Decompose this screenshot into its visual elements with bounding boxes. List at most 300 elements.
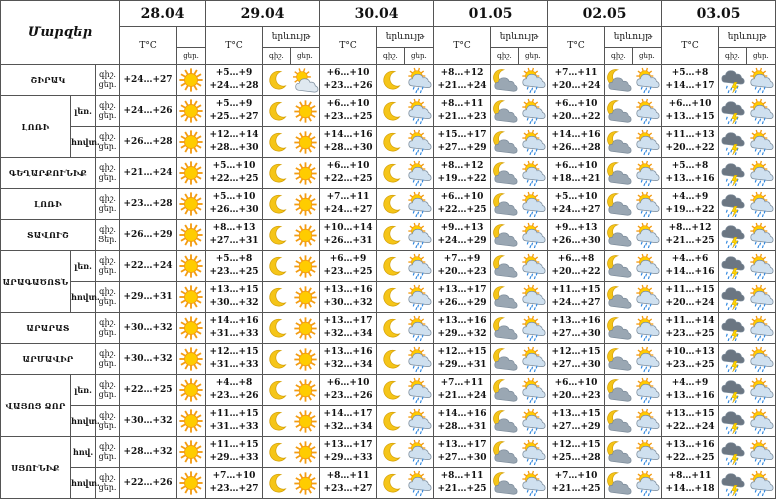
moon-cloud-icon bbox=[607, 192, 632, 217]
temperature-cell bbox=[548, 282, 605, 313]
sun-rain-icon bbox=[635, 68, 660, 93]
day-temp: +24…+27 bbox=[551, 205, 601, 215]
day-temp: +23…+26 bbox=[323, 391, 373, 401]
phenomenon-cell bbox=[719, 96, 776, 127]
date-header: 29.04 bbox=[206, 1, 320, 27]
temperature-cell bbox=[320, 189, 377, 220]
phenomenon-cell bbox=[377, 344, 434, 375]
day-temp: +23…+25 bbox=[323, 267, 373, 277]
night-temp: +13…+15 bbox=[551, 409, 601, 419]
night-temp: +6…+10 bbox=[668, 99, 712, 109]
day-temp: +19…+22 bbox=[665, 205, 715, 215]
sun-rain-icon bbox=[521, 409, 546, 434]
day-temp: +27…+29 bbox=[437, 143, 487, 153]
night-label: գիշ. bbox=[99, 225, 116, 234]
moon-cloud-icon bbox=[607, 223, 632, 248]
sun-rain-icon bbox=[407, 192, 432, 217]
day-label: ցեր. bbox=[411, 51, 427, 60]
day-label: ցեր. bbox=[525, 51, 541, 60]
date-header: 03.05 bbox=[662, 1, 776, 27]
day-temp: +26…+31 bbox=[323, 236, 373, 246]
phenomenon-cell bbox=[177, 375, 206, 406]
subregion-name: հովտ. bbox=[71, 282, 96, 313]
phenomenon-cell bbox=[491, 313, 548, 344]
day-temp: +26…+29 bbox=[123, 229, 173, 240]
phenomenon-cell bbox=[605, 375, 662, 406]
moon-cloud-icon bbox=[493, 223, 518, 248]
moon-cloud-icon bbox=[607, 440, 632, 465]
storm-icon bbox=[721, 223, 746, 248]
sun-rain-icon bbox=[635, 192, 660, 217]
temperature-cell bbox=[548, 468, 605, 499]
storm-icon bbox=[721, 99, 746, 124]
night-temp: +6…+10 bbox=[554, 378, 598, 388]
storm-icon bbox=[721, 316, 746, 341]
day-temp: +28…+31 bbox=[437, 422, 487, 432]
phenomenon-cell bbox=[491, 406, 548, 437]
day-temp: +22…+24 bbox=[123, 260, 173, 271]
temperature-cell bbox=[206, 437, 263, 468]
night-temp: +11…+14 bbox=[665, 316, 715, 326]
day-label: ցեր. bbox=[98, 80, 117, 89]
day-temp: +21…+24 bbox=[437, 81, 487, 91]
moon-icon bbox=[265, 285, 290, 310]
moon-icon bbox=[379, 409, 404, 434]
night-temp: +6…+10 bbox=[326, 68, 370, 78]
phenomenon-header: երևույթ bbox=[491, 27, 548, 48]
phenomenon-cell bbox=[605, 127, 662, 158]
day-temp: +14…+18 bbox=[665, 484, 715, 494]
temperature-cell bbox=[662, 96, 719, 127]
moon-cloud-icon bbox=[493, 130, 518, 155]
night-temp: +6…+10 bbox=[554, 161, 598, 171]
table-row bbox=[1, 313, 776, 344]
subregion-name: հովտ. bbox=[71, 127, 96, 158]
day-temp: +26…+28 bbox=[551, 143, 601, 153]
day-temp: +32…+34 bbox=[323, 422, 373, 432]
temperature-cell bbox=[120, 251, 177, 282]
sun-icon bbox=[293, 316, 318, 341]
sun-rain-icon bbox=[749, 130, 774, 155]
sun-rain-icon bbox=[407, 378, 432, 403]
day-temp: +23…+25 bbox=[209, 267, 259, 277]
sun-rain-icon bbox=[407, 471, 432, 496]
temperature-cell bbox=[434, 344, 491, 375]
moon-cloud-icon bbox=[607, 316, 632, 341]
temperature-cell bbox=[206, 282, 263, 313]
temperature-cell bbox=[320, 406, 377, 437]
phenomenon-cell bbox=[263, 189, 320, 220]
moon-cloud-icon bbox=[493, 285, 518, 310]
day-label: ցեր. bbox=[98, 359, 117, 368]
phenomenon-cell bbox=[719, 313, 776, 344]
day-temp: +21…+24 bbox=[437, 391, 487, 401]
day-temp: +30…+32 bbox=[123, 322, 173, 333]
temperature-cell bbox=[434, 220, 491, 251]
sun-rain-icon bbox=[635, 440, 660, 465]
day-temp: +27…+30 bbox=[551, 360, 601, 370]
sun-rain-icon bbox=[749, 68, 774, 93]
phenomenon-cell bbox=[263, 251, 320, 282]
phenomenon-cell bbox=[263, 406, 320, 437]
sun-rain-icon bbox=[521, 192, 546, 217]
phenomenon-cell bbox=[491, 127, 548, 158]
temperature-cell bbox=[320, 158, 377, 189]
night-temp: +4…+9 bbox=[671, 192, 709, 202]
moon-cloud-icon bbox=[607, 378, 632, 403]
temperature-cell bbox=[662, 189, 719, 220]
region-name: ՇԻՐԱԿ bbox=[1, 65, 96, 96]
moon-cloud-icon bbox=[607, 471, 632, 496]
sun-rain-icon bbox=[521, 471, 546, 496]
moon-cloud-icon bbox=[493, 192, 518, 217]
phenomenon-header: երևույթ bbox=[263, 27, 320, 48]
day-temp: +20…+22 bbox=[551, 112, 601, 122]
moon-icon bbox=[265, 347, 290, 372]
night-temp: +12…+15 bbox=[551, 347, 601, 357]
night-day-cell bbox=[96, 96, 120, 127]
storm-icon bbox=[721, 378, 746, 403]
day-temp: +28…+30 bbox=[209, 143, 259, 153]
day-temp: +26…+30 bbox=[551, 236, 601, 246]
phenomenon-cell bbox=[377, 65, 434, 96]
night-temp: +12…+15 bbox=[551, 440, 601, 450]
phenomenon-cell bbox=[377, 158, 434, 189]
temperature-cell bbox=[548, 220, 605, 251]
night-temp: +7…+9 bbox=[443, 254, 481, 264]
temperature-cell bbox=[434, 96, 491, 127]
phenomenon-cell bbox=[177, 344, 206, 375]
night-temp: +13…+17 bbox=[437, 440, 487, 450]
temperature-cell bbox=[434, 251, 491, 282]
temperature-cell bbox=[662, 468, 719, 499]
night-temp: +14…+16 bbox=[323, 130, 373, 140]
night-temp: +5…+8 bbox=[215, 254, 253, 264]
region-name: ԼՈՌԻ bbox=[1, 189, 96, 220]
phenomenon-cell bbox=[177, 189, 206, 220]
subregion-name: հովտ. bbox=[71, 468, 96, 499]
temperature-cell bbox=[120, 313, 177, 344]
sun-icon bbox=[293, 254, 318, 279]
moon-cloud-icon bbox=[493, 378, 518, 403]
night-label: գիշ. bbox=[99, 318, 116, 327]
day-temp: +24…+28 bbox=[209, 81, 259, 91]
sun-icon bbox=[177, 377, 205, 403]
sun-rain-icon bbox=[521, 130, 546, 155]
sun-rain-icon bbox=[407, 223, 432, 248]
temperature-cell bbox=[206, 158, 263, 189]
temperature-cell bbox=[320, 220, 377, 251]
moon-icon bbox=[379, 440, 404, 465]
date-header: 01.05 bbox=[434, 1, 548, 27]
phenomenon-cell bbox=[605, 158, 662, 189]
sun-icon bbox=[177, 160, 205, 186]
night-day-cell bbox=[96, 282, 120, 313]
phenomenon-cell bbox=[263, 344, 320, 375]
night-temp: +14…+16 bbox=[209, 316, 259, 326]
day-temp: +21…+24 bbox=[123, 167, 173, 178]
night-temp: +6…+10 bbox=[326, 99, 370, 109]
sun-icon bbox=[177, 98, 205, 124]
temperature-cell bbox=[548, 251, 605, 282]
moon-icon bbox=[265, 99, 290, 124]
temperature-cell bbox=[206, 127, 263, 158]
sun-rain-icon bbox=[749, 347, 774, 372]
night-label: գիշ. bbox=[99, 411, 116, 420]
moon-cloud-icon bbox=[493, 316, 518, 341]
temperature-cell bbox=[434, 158, 491, 189]
night-day-cell bbox=[96, 437, 120, 468]
cloud-header bbox=[177, 27, 206, 48]
phenomenon-cell bbox=[719, 189, 776, 220]
temperature-cell bbox=[206, 344, 263, 375]
night-day-cell bbox=[96, 65, 120, 96]
moon-cloud-icon bbox=[607, 99, 632, 124]
phenomenon-cell bbox=[263, 468, 320, 499]
temperature-cell bbox=[320, 313, 377, 344]
temperature-cell bbox=[206, 220, 263, 251]
phenomenon-cell bbox=[177, 406, 206, 437]
moon-icon bbox=[379, 223, 404, 248]
temperature-cell bbox=[434, 189, 491, 220]
temperature-cell bbox=[548, 437, 605, 468]
table-row bbox=[1, 158, 776, 189]
temperature-cell bbox=[662, 158, 719, 189]
table-row bbox=[1, 344, 776, 375]
day-temp: +24…+26 bbox=[123, 105, 173, 116]
day-temp: +13…+16 bbox=[665, 174, 715, 184]
table-row bbox=[1, 96, 776, 127]
storm-icon bbox=[721, 409, 746, 434]
sun-icon bbox=[293, 285, 318, 310]
sun-icon bbox=[293, 378, 318, 403]
temperature-cell bbox=[434, 437, 491, 468]
moon-icon bbox=[265, 223, 290, 248]
temperature-cell bbox=[120, 375, 177, 406]
moon-icon bbox=[265, 409, 290, 434]
storm-icon bbox=[721, 471, 746, 496]
sun-rain-icon bbox=[521, 347, 546, 372]
temperature-cell bbox=[662, 437, 719, 468]
temperature-cell bbox=[206, 468, 263, 499]
day-temp: +24…+29 bbox=[437, 236, 487, 246]
temperature-cell bbox=[548, 96, 605, 127]
sun-rain-icon bbox=[407, 409, 432, 434]
phenomenon-cell bbox=[177, 251, 206, 282]
day-temp: +30…+32 bbox=[123, 353, 173, 364]
day-temp: +30…+32 bbox=[123, 415, 173, 426]
moon-cloud-icon bbox=[493, 68, 518, 93]
table-row bbox=[1, 251, 776, 282]
temperature-cell bbox=[548, 375, 605, 406]
sun-icon bbox=[177, 346, 205, 372]
moon-icon bbox=[265, 192, 290, 217]
sun-rain-icon bbox=[749, 99, 774, 124]
phenomenon-cell bbox=[719, 158, 776, 189]
sun-rain-icon bbox=[635, 99, 660, 124]
phenomenon-cell bbox=[605, 220, 662, 251]
moon-cloud-icon bbox=[607, 161, 632, 186]
temperature-cell bbox=[206, 375, 263, 406]
temperature-cell bbox=[320, 96, 377, 127]
moon-cloud-icon bbox=[607, 68, 632, 93]
day-temp: +22…+25 bbox=[437, 205, 487, 215]
day-temp: +13…+15 bbox=[665, 112, 715, 122]
moon-icon bbox=[379, 161, 404, 186]
night-temp: +13…+16 bbox=[551, 316, 601, 326]
phenomenon-cell bbox=[377, 189, 434, 220]
day-temp: +20…+24 bbox=[665, 298, 715, 308]
sun-icon bbox=[177, 439, 205, 465]
temperature-cell bbox=[320, 282, 377, 313]
storm-icon bbox=[721, 161, 746, 186]
sun-rain-icon bbox=[635, 161, 660, 186]
temperature-cell bbox=[120, 127, 177, 158]
sun-rain-icon bbox=[407, 254, 432, 279]
day-temp: +18…+21 bbox=[551, 174, 601, 184]
temperature-cell bbox=[120, 189, 177, 220]
phenomenon-cell bbox=[491, 158, 548, 189]
phenomenon-cell bbox=[263, 437, 320, 468]
night-temp: +5…+10 bbox=[212, 161, 256, 171]
table-row bbox=[1, 282, 776, 313]
temperature-cell bbox=[434, 65, 491, 96]
storm-icon bbox=[721, 285, 746, 310]
phenomenon-cell bbox=[605, 468, 662, 499]
temperature-cell bbox=[434, 127, 491, 158]
sun-icon bbox=[177, 253, 205, 279]
day-label: ցեր. bbox=[98, 452, 117, 461]
temp-header: T°C bbox=[206, 27, 263, 65]
day-temp: +21…+25 bbox=[551, 484, 601, 494]
temperature-cell bbox=[662, 344, 719, 375]
moon-cloud-icon bbox=[493, 409, 518, 434]
night-day-cell bbox=[96, 158, 120, 189]
day-temp: +29…+33 bbox=[323, 453, 373, 463]
phenomenon-header: երևույթ bbox=[719, 27, 776, 48]
sun-rain-icon bbox=[521, 223, 546, 248]
moon-icon bbox=[379, 378, 404, 403]
sun-rain-icon bbox=[749, 254, 774, 279]
day-label: ցեր. bbox=[98, 390, 117, 399]
moon-icon bbox=[265, 440, 290, 465]
sun-icon bbox=[293, 192, 318, 217]
phenomenon-cell bbox=[377, 96, 434, 127]
table-row bbox=[1, 437, 776, 468]
sun-icon bbox=[177, 408, 205, 434]
day-temp: +30…+32 bbox=[209, 298, 259, 308]
phenomenon-cell bbox=[719, 282, 776, 313]
moon-cloud-icon bbox=[493, 254, 518, 279]
temperature-cell bbox=[662, 313, 719, 344]
phenomenon-cell bbox=[177, 127, 206, 158]
sun-rain-icon bbox=[407, 99, 432, 124]
sun-icon bbox=[293, 440, 318, 465]
day-temp: +32…+34 bbox=[323, 360, 373, 370]
night-day-labels bbox=[263, 48, 320, 65]
date-header: 30.04 bbox=[320, 1, 434, 27]
night-label: գիշ. bbox=[99, 442, 116, 451]
region-name: ՎԱՅՈՑ ՁՈՐ bbox=[1, 375, 71, 437]
temperature-cell bbox=[548, 158, 605, 189]
phenomenon-cell bbox=[719, 344, 776, 375]
sun-icon bbox=[293, 99, 318, 124]
day-temp: +21…+25 bbox=[437, 484, 487, 494]
day-label: ցեր. bbox=[98, 483, 117, 492]
night-label: գիշ. bbox=[99, 287, 116, 296]
temperature-cell bbox=[662, 375, 719, 406]
night-label: գիշ. bbox=[99, 163, 116, 172]
region-name: ՏԱՎՈՒՇ bbox=[1, 220, 96, 251]
subregion-name: լեռ. bbox=[71, 375, 96, 406]
day-temp: +20…+23 bbox=[437, 267, 487, 277]
day-temp: +22…+26 bbox=[123, 477, 173, 488]
phenomenon-cell bbox=[377, 313, 434, 344]
temperature-cell bbox=[206, 406, 263, 437]
day-temp: +25…+28 bbox=[551, 453, 601, 463]
phenomenon-cell bbox=[177, 65, 206, 96]
sun-rain-icon bbox=[635, 409, 660, 434]
day-temp: +21…+23 bbox=[437, 112, 487, 122]
temperature-cell bbox=[434, 313, 491, 344]
night-temp: +10…+14 bbox=[323, 223, 373, 233]
sun-icon bbox=[293, 223, 318, 248]
table-row bbox=[1, 189, 776, 220]
night-temp: +12…+15 bbox=[209, 347, 259, 357]
temperature-cell bbox=[120, 437, 177, 468]
day-temp: +27…+31 bbox=[209, 236, 259, 246]
phenomenon-cell bbox=[263, 127, 320, 158]
moon-icon bbox=[379, 285, 404, 310]
subregion-name: հովտ. bbox=[71, 406, 96, 437]
night-temp: +7…+10 bbox=[212, 471, 256, 481]
sun-rain-icon bbox=[521, 99, 546, 124]
temperature-cell bbox=[662, 65, 719, 96]
sun-rain-icon bbox=[521, 68, 546, 93]
moon-cloud-icon bbox=[493, 471, 518, 496]
night-temp: +13…+17 bbox=[323, 440, 373, 450]
temperature-cell bbox=[662, 251, 719, 282]
sun-icon bbox=[177, 191, 205, 217]
night-label: գիշ. bbox=[99, 132, 116, 141]
phenomenon-cell bbox=[491, 375, 548, 406]
table-row bbox=[1, 220, 776, 251]
temperature-cell bbox=[120, 282, 177, 313]
day-label: ցեր. bbox=[297, 51, 313, 60]
sun-rain-icon bbox=[635, 347, 660, 372]
phenomenon-cell bbox=[605, 313, 662, 344]
phenomenon-cell bbox=[605, 96, 662, 127]
temperature-cell bbox=[206, 65, 263, 96]
phenomenon-cell bbox=[491, 251, 548, 282]
night-temp: +6…+8 bbox=[557, 254, 595, 264]
sun-rain-icon bbox=[521, 285, 546, 310]
sun-rain-icon bbox=[635, 316, 660, 341]
phenomenon-cell bbox=[177, 96, 206, 127]
phenomenon-cell bbox=[719, 65, 776, 96]
phenomenon-cell bbox=[177, 282, 206, 313]
day-temp: +24…+27 bbox=[551, 298, 601, 308]
night-label: գիշ. bbox=[99, 194, 116, 203]
night-temp: +5…+8 bbox=[671, 161, 709, 171]
temperature-cell bbox=[662, 282, 719, 313]
phenomenon-cell bbox=[377, 406, 434, 437]
moon-icon bbox=[379, 99, 404, 124]
temp-header: T°C bbox=[548, 27, 605, 65]
phenomenon-cell bbox=[263, 220, 320, 251]
night-temp: +8…+12 bbox=[440, 68, 484, 78]
sun-rain-icon bbox=[749, 223, 774, 248]
